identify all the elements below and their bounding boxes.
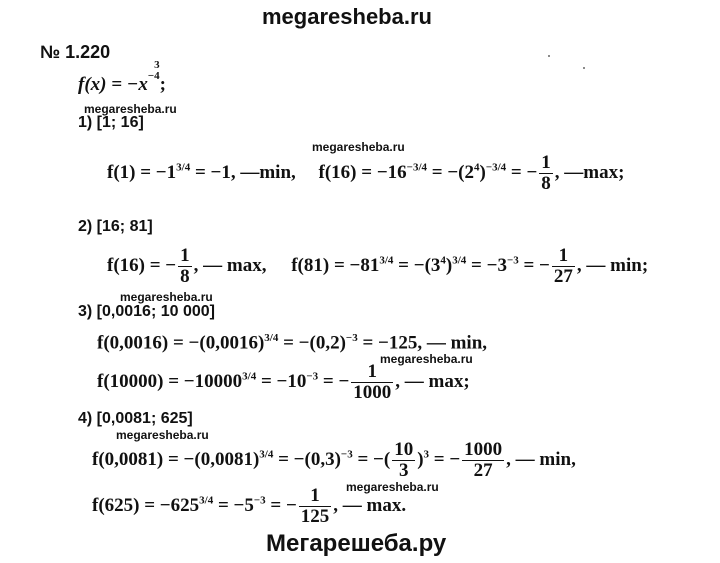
part-4-line-1 — [92, 440, 576, 481]
part-4-frac1-num: 10 — [394, 439, 414, 460]
part-3-f0016-mid-exp: −3 — [345, 332, 358, 344]
part-2-frac2-den: 27 — [553, 265, 573, 287]
part-1-f1-exp: 3/4 — [176, 161, 191, 174]
part-3-f10000-eq: = − — [318, 370, 350, 392]
part-1-f16-result: , —max; — [554, 161, 625, 183]
part-2-f16-result: , — max, — [193, 254, 267, 276]
part-4-f0081: f(0,0081) = −(0,0081) — [92, 448, 260, 470]
part-4-f0081-eq2: = − — [429, 448, 461, 470]
part-3-f0016-result: = −125, — min, — [357, 332, 488, 354]
part-3-f10000: f(10000) = −10000 — [97, 370, 243, 392]
part-1-f16: f(16) = −16 — [318, 161, 407, 183]
part-4-f625-result: , — max. — [333, 494, 407, 516]
part-4-f0081-close: ) — [417, 448, 424, 470]
part-2-frac1-den: 8 — [180, 265, 190, 287]
watermark-1: megaresheba.ru — [84, 102, 177, 116]
part-1-fraction — [539, 153, 553, 194]
watermark-6: megaresheba.ru — [346, 480, 439, 494]
part-3-fraction — [351, 362, 393, 403]
scan-speck — [583, 67, 585, 69]
part-3-label: 3) [0,0016; 10 000] — [78, 303, 215, 320]
part-2-f81-eq2: = − — [518, 254, 550, 276]
function-exp-num: 3 — [154, 59, 160, 71]
watermark-2: megaresheba.ru — [312, 140, 405, 154]
part-4-frac2-num: 1000 — [464, 439, 503, 460]
part-2-f81-eq: = −3 — [466, 254, 507, 276]
part-1-label: 1) [1; 16] — [78, 114, 144, 131]
part-1-f1-result: = −1, —min, — [190, 161, 296, 183]
part-3-line-1 — [97, 332, 487, 354]
part-1-line-1 — [107, 153, 624, 194]
part-1-f1: f(1) = −1 — [107, 161, 177, 183]
part-4-f625-exp: 3/4 — [199, 494, 214, 507]
footer-site-title: Мегарешеба.ру — [266, 530, 447, 557]
part-2-f81-inner-exp: 4 — [440, 254, 446, 267]
part-2-f81-close: ) — [445, 254, 453, 276]
part-2-label: 2) [16; 81] — [78, 218, 153, 235]
part-2-f81: f(81) = −81 — [291, 254, 380, 276]
part-4-f0081-close-exp: 3 — [423, 448, 430, 461]
part-1-f16-inner-exp: 4 — [473, 161, 480, 174]
part-2-f16: f(16) = − — [107, 254, 177, 276]
function-exponent: − 3 4 — [147, 59, 160, 82]
part-3-line-2 — [97, 362, 470, 403]
part-4-fraction-2 — [462, 440, 504, 481]
part-1-f16-exp: −3/4 — [406, 161, 427, 174]
part-4-frac3-den: 125 — [300, 505, 330, 527]
part-1-f16-close-exp: −3/4 — [485, 161, 507, 174]
part-2-f81-eq-exp: −3 — [506, 254, 519, 267]
part-1-frac-num: 1 — [541, 152, 551, 173]
part-2-line-1 — [107, 246, 648, 287]
part-4-frac2-den: 27 — [473, 459, 493, 481]
part-4-f0081-mid-exp: −3 — [340, 448, 353, 461]
part-1-f16-eq: = − — [506, 161, 538, 183]
part-4-fraction-3 — [299, 486, 332, 527]
part-3-f10000-result: , — max; — [395, 370, 470, 392]
part-4-f625-eq: = − — [265, 494, 297, 516]
part-4-f0081-result: , — min, — [506, 448, 576, 470]
watermark-4: megaresheba.ru — [380, 352, 473, 366]
part-4-f0081-eq: = −( — [352, 448, 391, 470]
part-2-frac1-num: 1 — [180, 245, 190, 266]
part-2-f81-result: , — min; — [576, 254, 649, 276]
part-1-frac-den: 8 — [541, 172, 551, 194]
part-2-frac2-num: 1 — [552, 246, 575, 267]
part-3-f10000-mid: = −10 — [256, 370, 307, 392]
part-3-f0016-exp: 3/4 — [264, 332, 279, 344]
part-4-frac3-num: 1 — [299, 486, 332, 507]
part-4-label: 4) [0,0081; 625] — [78, 410, 193, 427]
function-definition — [78, 59, 166, 96]
part-3-f0016: f(0,0016) = −(0,0016) — [97, 332, 265, 354]
part-4-f625-mid: = −5 — [213, 494, 254, 516]
function-tail: ; — [159, 74, 166, 95]
part-4-f625-mid-exp: −3 — [253, 494, 266, 507]
part-2-f81-exp: 3/4 — [379, 254, 394, 267]
header-site-title: megaresheba.ru — [262, 4, 432, 29]
part-2-f81-close-exp: 3/4 — [452, 254, 467, 267]
function-exp-den: 4 — [154, 70, 160, 82]
part-2-fraction-1 — [178, 246, 192, 287]
part-4-f625: f(625) = −625 — [92, 494, 200, 516]
part-2-f81-base: = −(3 — [393, 254, 441, 276]
part-4-line-2 — [92, 486, 406, 527]
part-3-frac-den: 1000 — [353, 381, 392, 403]
part-3-f10000-mid-exp: −3 — [306, 370, 319, 383]
part-3-frac-num: 1 — [351, 362, 393, 383]
part-4-fraction-1 — [392, 440, 415, 481]
problem-number: № 1.220 — [40, 42, 111, 62]
part-4-f0081-exp: 3/4 — [259, 448, 274, 461]
part-4-f0081-mid: = −(0,3) — [273, 448, 341, 470]
part-1-f16-base: = −(2 — [427, 161, 474, 183]
scan-speck — [548, 55, 550, 57]
watermark-3: megaresheba.ru — [120, 290, 213, 304]
part-4-frac1-den: 3 — [398, 459, 409, 481]
watermark-5: megaresheba.ru — [116, 428, 209, 442]
part-3-f10000-exp: 3/4 — [242, 370, 257, 383]
function-lhs: f(x) = −x — [78, 74, 148, 95]
part-3-f0016-mid: = −(0,2) — [278, 332, 346, 354]
part-1-f16-close: ) — [479, 161, 486, 183]
part-2-fraction-2 — [552, 246, 575, 287]
